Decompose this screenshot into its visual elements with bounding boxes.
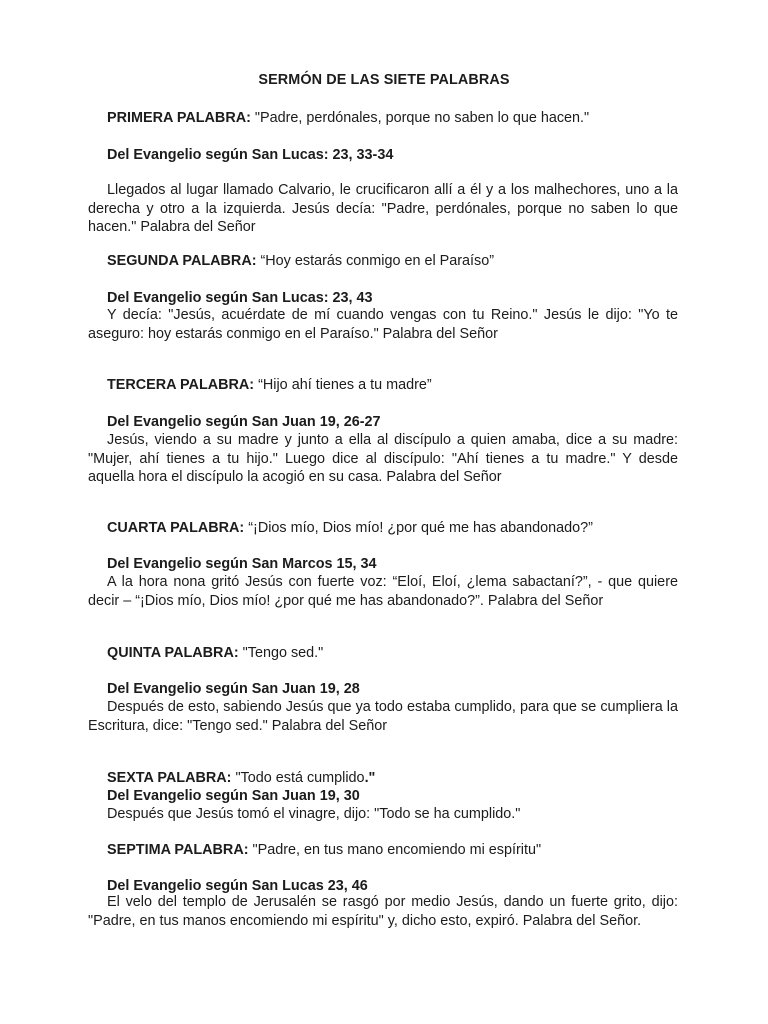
gospel-text-1: Llegados al lugar llamado Calvario, le crucificaron allí a él y a los malhechores, uno a la derecha y otro a la izquierda. Jesús decía: "Padre, perdónales, porque no saben lo que hacen." Palabra del Señor <box>88 182 678 235</box>
word-heading-7 <box>88 841 697 859</box>
word-label: PRIMERA PALABRA: <box>107 110 251 126</box>
gospel-text-2: Y decía: "Jesús, acuérdate de mí cuando vengas con tu Reino." Jesús le dijo: "Yo te aseguro: hoy estarás conmigo en el Paraíso." Palabra del Señor <box>88 307 678 342</box>
word-quote: “Hoy estarás conmigo en el Paraíso” <box>256 253 495 269</box>
word-quote-end: ." <box>364 770 376 786</box>
gospel-reference-2: Del Evangelio según San Lucas: 23, 43 <box>107 290 373 306</box>
word-quote: "Todo está cumplido <box>231 770 365 786</box>
word-quote: "Tengo sed." <box>238 645 324 661</box>
gospel-reference-4: Del Evangelio según San Marcos 15, 34 <box>107 556 377 572</box>
gospel-reference-3: Del Evangelio según San Juan 19, 26-27 <box>107 414 381 430</box>
document-title: SERMÓN DE LAS SIETE PALABRAS <box>258 72 510 88</box>
gospel-reference-5: Del Evangelio según San Juan 19, 28 <box>107 681 360 697</box>
word-label: QUINTA PALABRA: <box>107 645 239 661</box>
gospel-reference-7: Del Evangelio según San Lucas 23, 46 <box>107 878 368 894</box>
word-label: CUARTA PALABRA: <box>107 520 245 536</box>
word-label: SEPTIMA PALABRA: <box>107 842 249 858</box>
word-heading-3 <box>88 376 697 394</box>
word-label: TERCERA PALABRA: <box>107 377 255 393</box>
word-label: SEGUNDA PALABRA: <box>107 253 257 269</box>
gospel-text-5: Después de esto, sabiendo Jesús que ya todo estaba cumplido, para que se cumpliera la Escritura, dice: "Tengo sed." Palabra del Señor <box>88 699 678 734</box>
gospel-text-6: Después que Jesús tomó el vinagre, dijo: "Todo se ha cumplido." <box>107 806 521 822</box>
word-heading-5 <box>88 644 697 662</box>
gospel-text-3: Jesús, viendo a su madre y junto a ella al discípulo a quien amaba, dice a su madre: "Mujer, ahí tienes a tu hijo." Luego dice al discípulo: "Ahí tienes a tu madre." Y desde aquella hora el discípulo la acogió en su casa. Palabra del Señor <box>88 432 678 485</box>
gospel-text-7: El velo del templo de Jerusalén se rasgó por medio Jesús, dando un fuerte grito, dijo: "Padre, en tus manos encomiendo mi espíritu" y, dicho esto, expiró. Palabra del Señor. <box>88 894 678 929</box>
word-heading-6 <box>88 769 697 787</box>
word-quote: "Padre, perdónales, porque no saben lo que hacen." <box>250 110 590 126</box>
word-quote: "Padre, en tus mano encomiendo mi espíritu" <box>248 842 542 858</box>
word-heading-4 <box>88 519 697 537</box>
word-quote: “Hijo ahí tienes a tu madre” <box>254 377 432 393</box>
word-label: SEXTA PALABRA: <box>107 770 232 786</box>
word-quote: “¡Dios mío, Dios mío! ¿por qué me has abandonado?” <box>244 520 593 536</box>
gospel-text-4: A la hora nona gritó Jesús con fuerte voz: “Eloí, Eloí, ¿lema sabactaní?”, - que quiere decir – “¡Dios mío, Dios mío! ¿por qué me has abandonado?”. Palabra del Señor <box>88 574 678 609</box>
gospel-reference-6: Del Evangelio según San Juan 19, 30 <box>107 788 360 804</box>
gospel-reference-1: Del Evangelio según San Lucas: 23, 33-34 <box>107 147 394 163</box>
word-heading-1 <box>88 109 697 127</box>
word-heading-2 <box>88 252 697 270</box>
